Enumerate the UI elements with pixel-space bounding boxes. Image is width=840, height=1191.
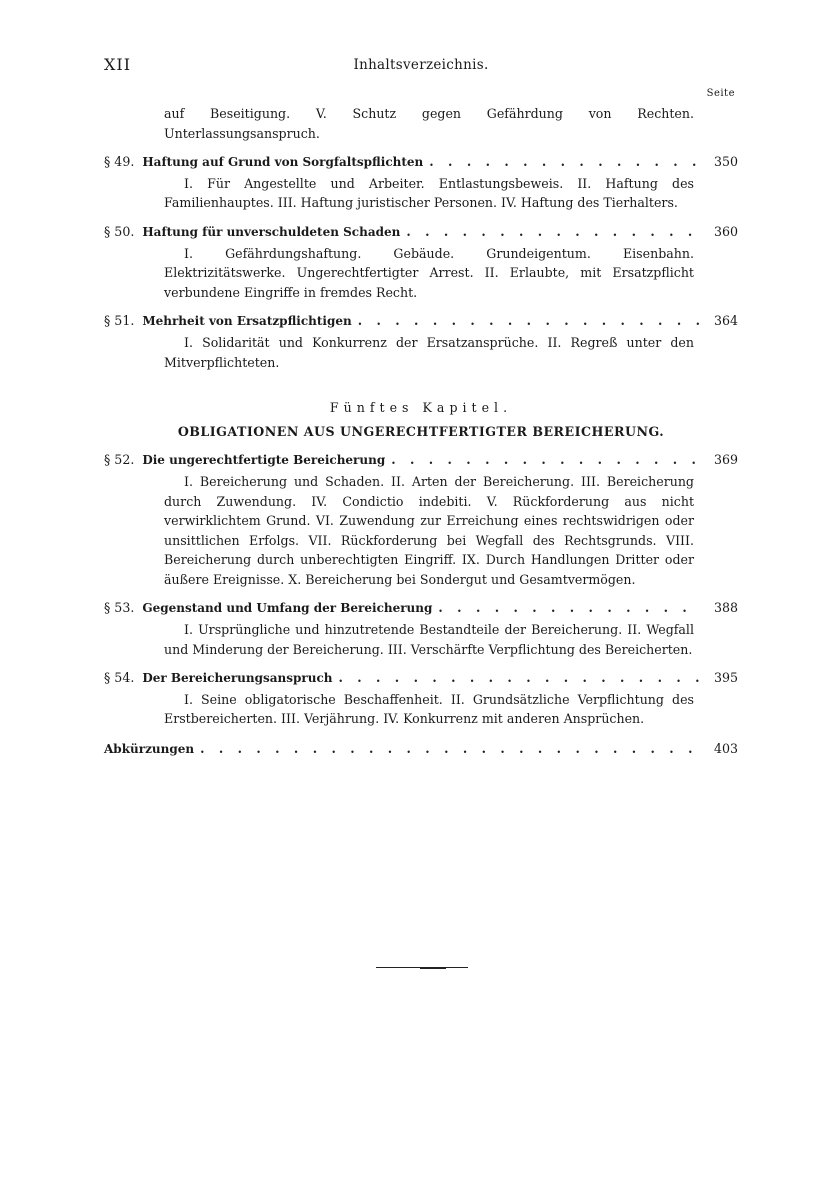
- toc-entry-50: [104, 222, 738, 302]
- leader-dots: [391, 450, 700, 470]
- toc-entry-line: [104, 739, 738, 760]
- chapter-heading: [104, 398, 738, 441]
- continuation-text: auf Beseitigung. V. Schutz gegen Gefährdung von Rechten. Unterlassungsanspruch.: [164, 106, 694, 141]
- section-page: 388: [713, 600, 738, 616]
- section-title: Abkürzungen: [104, 742, 195, 757]
- leader-dots: [429, 152, 700, 172]
- toc-entry-line: [104, 598, 738, 619]
- page-number: XII: [104, 55, 132, 74]
- section-number: § 51.: [104, 313, 135, 329]
- section-description: I. Bereicherung und Schaden. II. Arten der Bereicherung. III. Bereicherung durch Zuwendung. IV. Condictio indebiti. V. Rückforderung aus nicht verwirklichtem Grund. VI. Zuwendung zur Erreichung eines rechtswidrigen oder unsittlichen Erfolgs. VII. Rückforderung bei Wegfall des Rechtsgrunds. VIII. Bereicherung durch unberechtigten Eingriff. IX. Durch Handlungen Dritter oder äußere Ereignisse. X. Bereicherung bei Sondergut und Gesamtvermögen.: [164, 473, 694, 587]
- section-page: 350: [713, 154, 738, 170]
- section-title: Mehrheit von Ersatzpflichtigen: [142, 314, 352, 329]
- toc-entry-line: [104, 222, 738, 243]
- toc-entry-abbreviations: [104, 739, 738, 760]
- leader-dots: [200, 739, 700, 759]
- toc-entry-51: [104, 311, 738, 372]
- section-number: § 49.: [104, 154, 135, 170]
- section-description: I. Ursprüngliche und hinzutretende Bestandteile der Bereicherung. II. Wegfall und Minderung der Bereicherung. III. Verschärfte Verpflichtung des Bereicherten.: [164, 622, 694, 657]
- section-description: I. Seine obligatorische Beschaffenheit. II. Grundsätzliche Verpflichtung des Erstbereicherten. III. Verjährung. IV. Konkurrenz mit anderen Ansprüchen.: [164, 691, 694, 727]
- section-description: I. Für Angestellte und Arbeiter. Entlastungsbeweis. II. Haftung des Familienhauptes. III. Haftung juristischer Personen. IV. Haftung des Tierhalters.: [164, 175, 694, 211]
- toc-entry-line: [104, 668, 738, 689]
- section-title: Der Bereicherungsanspruch: [142, 671, 333, 686]
- toc-entry-49: [104, 152, 738, 213]
- section-page: 369: [713, 452, 738, 468]
- chapter-title: OBLIGATIONEN AUS UNGERECHTFERTIGTER BEREICHERUNG.: [177, 423, 665, 439]
- closing-rule-accent: [420, 967, 446, 969]
- section-description: I. Solidarität und Konkurrenz der Ersatzansprüche. II. Regreß unter den Mitverpflichteten.: [164, 334, 694, 370]
- section-page: 364: [713, 313, 738, 329]
- toc-entry-52: [104, 450, 738, 589]
- section-page: 403: [713, 741, 738, 757]
- toc-entry-53: [104, 598, 738, 659]
- leader-dots: [406, 222, 700, 242]
- toc-entry-54: [104, 668, 738, 729]
- section-title: Haftung für unverschuldeten Schaden: [142, 224, 401, 239]
- table-of-contents: [104, 104, 738, 760]
- section-description: I. Gefährdungshaftung. Gebäude. Grundeigentum. Eisenbahn. Elektrizitätswerke. Ungerechtfertigter Arrest. II. Erlaubte, mit Ersatzpflicht verbundene Eingriffe in fremdes Recht.: [164, 245, 694, 300]
- section-number: § 52.: [104, 452, 135, 468]
- chapter-label: Fünftes Kapitel.: [329, 400, 513, 416]
- section-page: 395: [713, 670, 738, 686]
- section-title: Die ungerechtfertigte Bereicherung: [142, 453, 386, 468]
- page-column-label: Seite: [706, 88, 735, 99]
- section-number: § 50.: [104, 223, 135, 239]
- toc-entry-line: [104, 152, 738, 173]
- section-title: Gegenstand und Umfang der Bereicherung: [142, 601, 433, 616]
- leader-dots: [438, 598, 700, 618]
- toc-entry-line: [104, 311, 738, 332]
- running-head: [104, 55, 738, 79]
- leader-dots: [339, 668, 701, 688]
- section-number: § 53.: [104, 600, 135, 616]
- section-title: Haftung auf Grund von Sorgfaltspflichten: [142, 155, 424, 170]
- leader-dots: [358, 311, 700, 331]
- page-title: Inhaltsverzeichnis.: [353, 57, 489, 73]
- section-number: § 54.: [104, 670, 135, 686]
- section-page: 360: [713, 223, 738, 239]
- toc-entry-line: [104, 450, 738, 471]
